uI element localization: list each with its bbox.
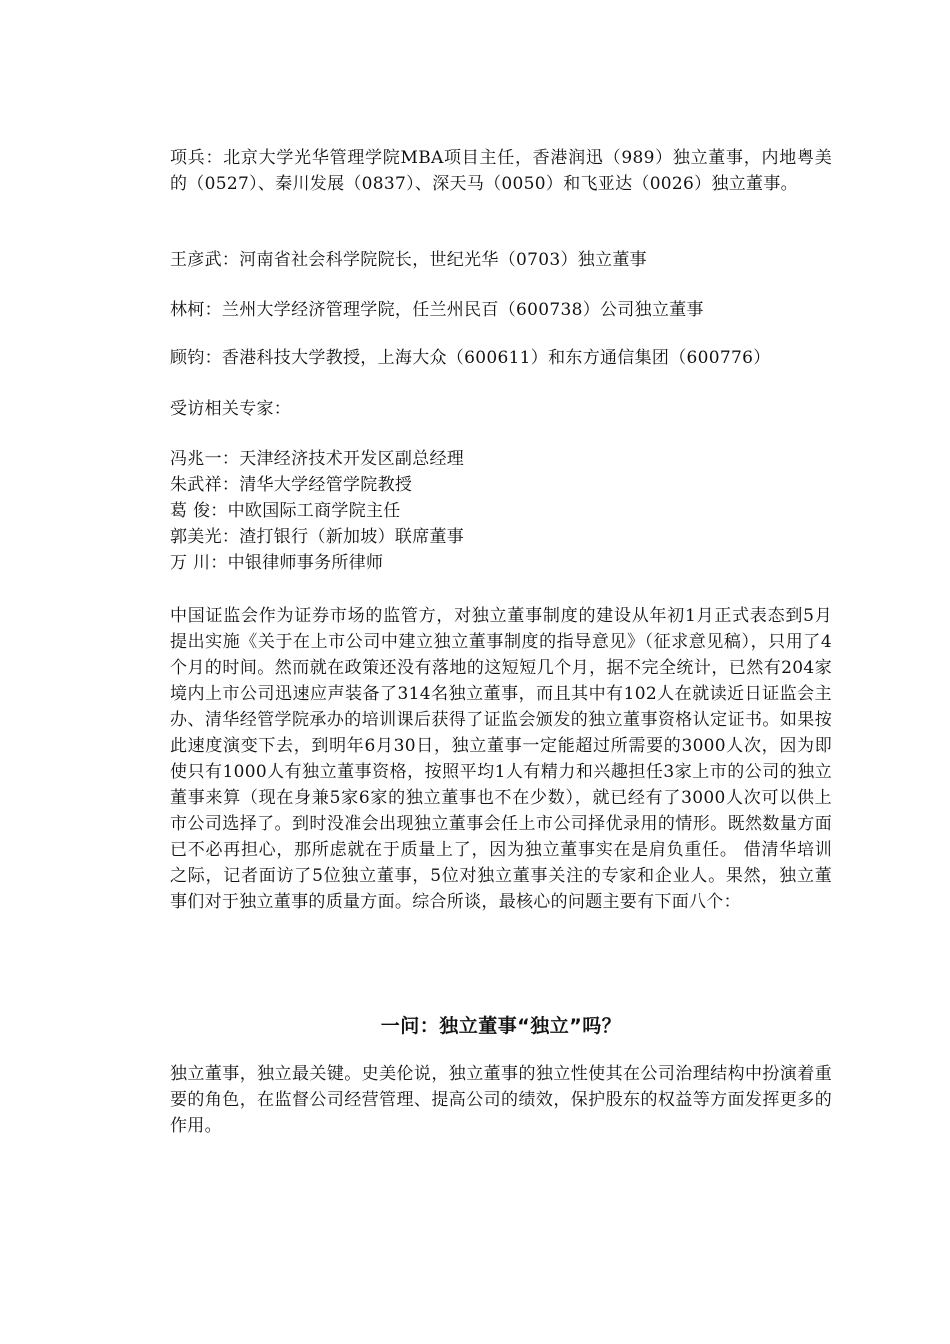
section-heading: 一问：独立董事“独立”吗？ xyxy=(380,1015,622,1037)
expert-item: 朱武祥：清华大学经管学院教授 xyxy=(170,475,413,495)
expert-item: 万 川：中银律师事务所律师 xyxy=(170,553,384,573)
profile-gu-jun: 顾钧：香港科技大学教授，上海大众（600611）和东方通信集团（600776） xyxy=(170,348,771,368)
expert-item: 冯兆一：天津经济技术开发区副总经理 xyxy=(170,449,465,469)
profile-wang-yanwu: 王彦武：河南省社会科学院院长，世纪光华（0703）独立董事 xyxy=(170,250,647,270)
section-paragraph: 独立董事，独立最关键。史美伦说，独立董事的独立性使其在公司治理结构中扮演着重要的角色，在监督公司经营管理、提高公司的绩效，保护股东的权益等方面发挥更多的作用。 xyxy=(170,1064,832,1136)
intro-paragraph: 中国证监会作为证券市场的监管方，对独立董事制度的建设从年初1月正式表态到5月提出实施《关于在上市公司中建立独立董事制度的指导意见》（征求意见稿），只用了4个月的时间。然而就在政策还没有落地的这短短几个月，据不完全统计，已然有204家境内上市公司迅速应声装备了314名独立董事，而且其中有102人在就读近日证监会主办、清华经管学院承办的培训课后获得了证监会颁发的独立董事资格认定证书。如果按此速度演变下去，到明年6月30日，独立董事一定能超过所需要的3000人次，因为即使只有1000人有独立董事资格，按照平均1人有精力和兴趣担任3家上市的公司的独立董事来算（现在身兼5家6家的独立董事也不在少数），就已经有了3000人次可以供上市公司选择了。到时没准会出现独立董事会任上市公司择优录用的情形。既然数量方面已不必再担心，那所虑就在于质量上了，因为独立董事实在是肩负重任。 借清华培训之际，记者面访了5位独立董事，5位对独立董事关注的专家和企业人。果然，独立董事们对于独立董事的质量方面。综合所谈，最核心的问题主要有下面八个： xyxy=(170,606,832,912)
expert-item: 郭美光：渣打银行（新加坡）联席董事 xyxy=(170,527,465,547)
experts-heading: 受访相关专家： xyxy=(170,399,292,419)
expert-item: 葛 俊：中欧国际工商学院主任 xyxy=(170,501,401,521)
profile-xiang-bing: 项兵：北京大学光华管理学院MBA项目主任，香港润迅（989）独立董事，内地粤美的（0527）、秦川发展（0837）、深天马（0050）和飞亚达（0026）独立董事。 xyxy=(170,148,832,194)
profile-lin-ke: 林柯：兰州大学经济管理学院，任兰州民百（600738）公司独立董事 xyxy=(170,300,704,320)
